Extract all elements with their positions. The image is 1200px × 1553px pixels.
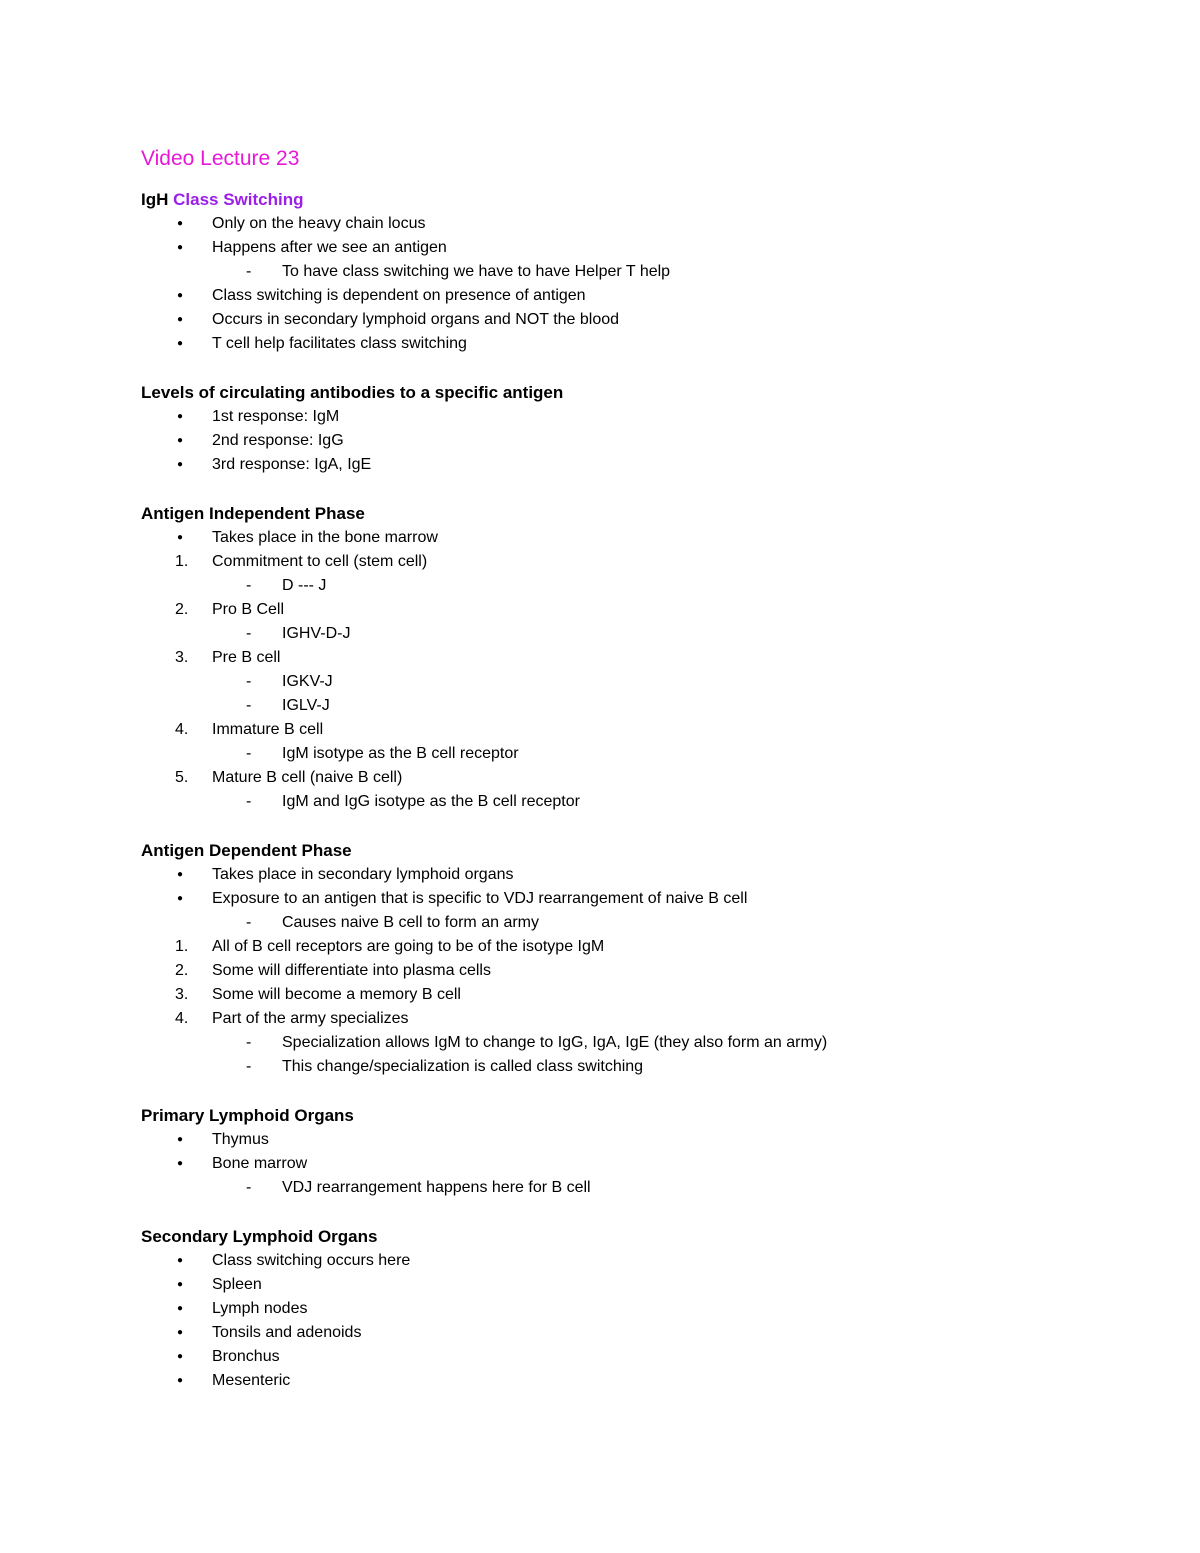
bullet-icon: ● bbox=[177, 242, 184, 253]
sub-list-item bbox=[141, 574, 1121, 598]
list-item-text: Immature B cell bbox=[212, 721, 324, 738]
list-item bbox=[141, 308, 1121, 332]
list-item bbox=[141, 1007, 1121, 1031]
list-item bbox=[141, 1369, 1121, 1393]
list-item bbox=[141, 212, 1121, 236]
section-heading bbox=[141, 839, 1121, 863]
list-number: 1. bbox=[175, 938, 189, 955]
section-heading-text: Primary Lymphoid Organs bbox=[141, 1106, 354, 1125]
section-heading-highlight: Class Switching bbox=[173, 190, 304, 209]
list-number: 5. bbox=[175, 769, 189, 786]
list-item-text: 2nd response: IgG bbox=[212, 432, 344, 449]
document-body bbox=[141, 188, 1121, 1393]
list-item-text: D --- J bbox=[282, 577, 327, 594]
sub-list-item bbox=[141, 911, 1121, 935]
section-heading-text: Antigen Dependent Phase bbox=[141, 841, 352, 860]
dash-icon: - bbox=[246, 263, 252, 280]
sub-list-item bbox=[141, 1031, 1121, 1055]
bullet-icon: ● bbox=[177, 1327, 184, 1338]
dash-icon: - bbox=[246, 793, 252, 810]
list-item-text: Some will differentiate into plasma cells bbox=[212, 962, 491, 979]
list-item bbox=[141, 332, 1121, 356]
sub-list-item bbox=[141, 790, 1121, 814]
list-item bbox=[141, 526, 1121, 550]
list-item bbox=[141, 766, 1121, 790]
section-heading bbox=[141, 381, 1121, 405]
list-number: 3. bbox=[175, 986, 189, 1003]
dash-icon: - bbox=[246, 697, 252, 714]
list-item-text: Bronchus bbox=[212, 1348, 280, 1365]
list-item-text: Takes place in the bone marrow bbox=[212, 529, 438, 546]
list-item bbox=[141, 1273, 1121, 1297]
list-item-text: Occurs in secondary lymphoid organs and NOT the blood bbox=[212, 311, 620, 328]
list-item-text: Pre B cell bbox=[212, 649, 281, 666]
list-item-text: Commitment to cell (stem cell) bbox=[212, 553, 428, 570]
sub-list-item bbox=[141, 670, 1121, 694]
list-item bbox=[141, 453, 1121, 477]
list-item bbox=[141, 983, 1121, 1007]
dash-icon: - bbox=[246, 577, 252, 594]
list-item bbox=[141, 405, 1121, 429]
bullet-icon: ● bbox=[177, 218, 184, 229]
bullet-icon: ● bbox=[177, 411, 184, 422]
bullet-icon: ● bbox=[177, 1255, 184, 1266]
bullet-icon: ● bbox=[177, 869, 184, 880]
note-section bbox=[141, 839, 1121, 1079]
dash-icon: - bbox=[246, 1058, 252, 1075]
list-item-text: Some will become a memory B cell bbox=[212, 986, 461, 1003]
section-heading bbox=[141, 1225, 1121, 1249]
list-number: 4. bbox=[175, 721, 189, 738]
bullet-icon: ● bbox=[177, 1158, 184, 1169]
sub-list-item bbox=[141, 1055, 1121, 1079]
list-item-text: IGKV-J bbox=[282, 673, 333, 690]
sub-list-item bbox=[141, 1176, 1121, 1200]
bullet-icon: ● bbox=[177, 1351, 184, 1362]
note-section bbox=[141, 1104, 1121, 1200]
list-item-text: IgM isotype as the B cell receptor bbox=[282, 745, 519, 762]
list-item-text: Exposure to an antigen that is specific to VDJ rearrangement of naive B cell bbox=[212, 890, 748, 907]
bullet-icon: ● bbox=[177, 459, 184, 470]
section-heading-text: Levels of circulating antibodies to a specific antigen bbox=[141, 383, 564, 402]
note-section bbox=[141, 188, 1121, 356]
bullet-icon: ● bbox=[177, 338, 184, 349]
list-item-text: IGHV-D-J bbox=[282, 625, 351, 642]
list-item-text: Spleen bbox=[212, 1276, 262, 1293]
list-item-text: All of B cell receptors are going to be of the isotype IgM bbox=[212, 938, 605, 955]
list-item bbox=[141, 429, 1121, 453]
list-item-text: T cell help facilitates class switching bbox=[212, 335, 467, 352]
list-item-text: Pro B Cell bbox=[212, 601, 285, 618]
list-item-text: IGLV-J bbox=[282, 697, 330, 714]
document-page bbox=[141, 144, 1121, 1418]
list-item bbox=[141, 550, 1121, 574]
list-item-text: To have class switching we have to have Helper T help bbox=[282, 263, 671, 280]
list-item bbox=[141, 1249, 1121, 1273]
list-number: 2. bbox=[175, 601, 189, 618]
note-section bbox=[141, 381, 1121, 477]
list-item-text: Mature B cell (naive B cell) bbox=[212, 769, 403, 786]
list-item-text: Bone marrow bbox=[212, 1155, 308, 1172]
list-item bbox=[141, 1152, 1121, 1176]
list-item-text: Only on the heavy chain locus bbox=[212, 215, 426, 232]
bullet-icon: ● bbox=[177, 1279, 184, 1290]
bullet-icon: ● bbox=[177, 532, 184, 543]
list-item bbox=[141, 1128, 1121, 1152]
list-item-text: Class switching occurs here bbox=[212, 1252, 411, 1269]
list-item-text: Happens after we see an antigen bbox=[212, 239, 447, 256]
list-item bbox=[141, 284, 1121, 308]
section-heading bbox=[141, 188, 1121, 212]
page-title: Video Lecture 23 bbox=[141, 147, 300, 170]
list-item-text: Causes naive B cell to form an army bbox=[282, 914, 539, 931]
bullet-icon: ● bbox=[177, 290, 184, 301]
section-heading-text: Antigen Independent Phase bbox=[141, 504, 365, 523]
list-item-text: Class switching is dependent on presence of antigen bbox=[212, 287, 586, 304]
list-item bbox=[141, 959, 1121, 983]
dash-icon: - bbox=[246, 914, 252, 931]
list-item bbox=[141, 646, 1121, 670]
list-item bbox=[141, 887, 1121, 911]
section-heading bbox=[141, 502, 1121, 526]
list-item-text: 3rd response: IgA, IgE bbox=[212, 456, 372, 473]
list-item-text: IgM and IgG isotype as the B cell receptor bbox=[282, 793, 580, 810]
list-number: 4. bbox=[175, 1010, 189, 1027]
sub-list-item bbox=[141, 622, 1121, 646]
sub-list-item bbox=[141, 694, 1121, 718]
list-item bbox=[141, 236, 1121, 260]
list-item bbox=[141, 1297, 1121, 1321]
sub-list-item bbox=[141, 742, 1121, 766]
dash-icon: - bbox=[246, 745, 252, 762]
section-heading-text: IgH bbox=[141, 190, 174, 209]
section-heading bbox=[141, 1104, 1121, 1128]
bullet-icon: ● bbox=[177, 893, 184, 904]
list-item-text: Mesenteric bbox=[212, 1372, 291, 1389]
list-number: 1. bbox=[175, 553, 189, 570]
list-item bbox=[141, 1321, 1121, 1345]
bullet-icon: ● bbox=[177, 1303, 184, 1314]
dash-icon: - bbox=[246, 1179, 252, 1196]
list-item-text: Takes place in secondary lymphoid organs bbox=[212, 866, 514, 883]
list-item-text: 1st response: IgM bbox=[212, 408, 340, 425]
dash-icon: - bbox=[246, 673, 252, 690]
bullet-icon: ● bbox=[177, 1375, 184, 1386]
dash-icon: - bbox=[246, 1034, 252, 1051]
list-item bbox=[141, 935, 1121, 959]
list-item-text: VDJ rearrangement happens here for B cell bbox=[282, 1179, 591, 1196]
list-item-text: This change/specialization is called class switching bbox=[282, 1058, 644, 1075]
sub-list-item bbox=[141, 260, 1121, 284]
list-item-text: Tonsils and adenoids bbox=[212, 1324, 362, 1341]
list-number: 3. bbox=[175, 649, 189, 666]
dash-icon: - bbox=[246, 625, 252, 642]
list-item bbox=[141, 598, 1121, 622]
list-item bbox=[141, 718, 1121, 742]
list-item-text: Lymph nodes bbox=[212, 1300, 308, 1317]
bullet-icon: ● bbox=[177, 1134, 184, 1145]
list-item bbox=[141, 863, 1121, 887]
bullet-icon: ● bbox=[177, 314, 184, 325]
list-item bbox=[141, 1345, 1121, 1369]
note-section bbox=[141, 502, 1121, 814]
section-heading-text: Secondary Lymphoid Organs bbox=[141, 1227, 378, 1246]
list-number: 2. bbox=[175, 962, 189, 979]
note-section bbox=[141, 1225, 1121, 1393]
list-item-text: Thymus bbox=[212, 1131, 269, 1148]
list-item-text: Specialization allows IgM to change to IgG, IgA, IgE (they also form an army) bbox=[282, 1034, 828, 1051]
list-item-text: Part of the army specializes bbox=[212, 1010, 409, 1027]
bullet-icon: ● bbox=[177, 435, 184, 446]
